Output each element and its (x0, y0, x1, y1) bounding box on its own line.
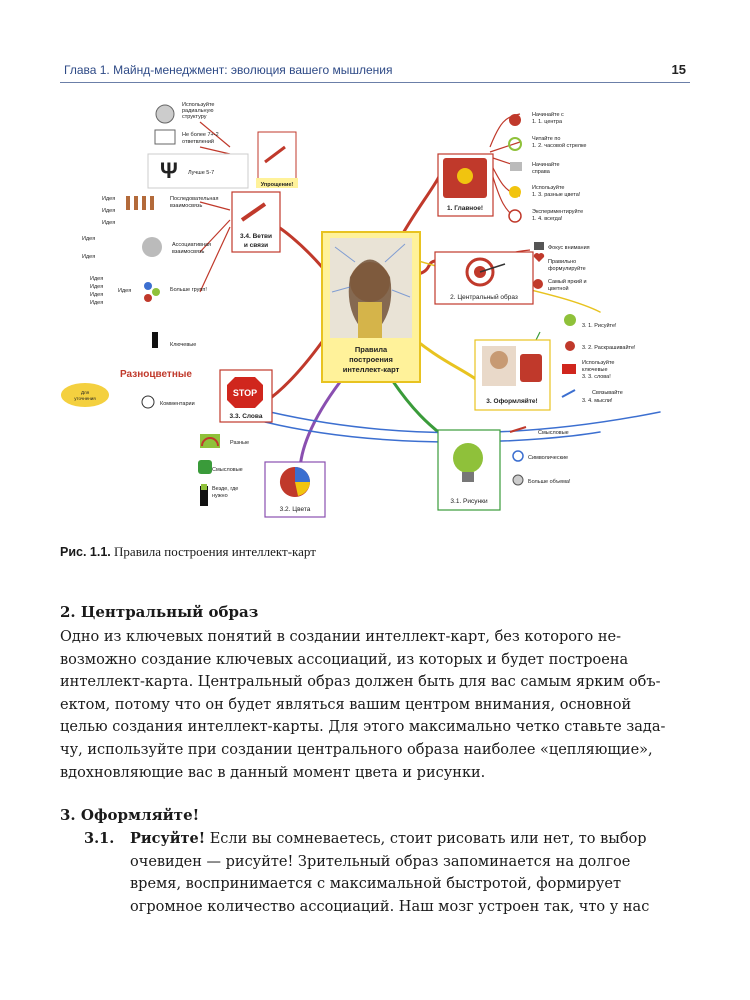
item-label: 3.1. (84, 830, 115, 847)
chapter-title: Глава 1. Майнд-менеджмент: эволюция вашего мышления (64, 63, 393, 77)
svg-text:взаимосвязь: взаимосвязь (170, 203, 203, 209)
svg-text:Смысловые: Смысловые (212, 467, 243, 473)
svg-text:STOP: STOP (232, 388, 258, 398)
section-2-paragraph (60, 626, 678, 784)
svg-text:3.3. Слова: 3.3. Слова (229, 413, 263, 420)
svg-text:3. 2. Раскрашивайте!: 3. 2. Раскрашивайте! (582, 345, 636, 351)
svg-text:радиальную: радиальную (182, 108, 214, 114)
svg-text:Идея: Идея (82, 236, 96, 242)
text-line: чу, используйте при создании центрального образа наиболее «цепляющие», (60, 741, 653, 758)
svg-text:Экспериментируйте: Экспериментируйте (532, 209, 584, 215)
text-line: огромное количество ассоциаций. Наш мозг устроен так, что у нас (130, 898, 650, 915)
mind-map-figure (60, 92, 690, 528)
svg-text:цветной: цветной (548, 286, 569, 292)
svg-text:2. Центральный образ: 2. Центральный образ (450, 294, 518, 301)
svg-text:Фокус внимания: Фокус внимания (548, 245, 590, 251)
svg-text:и связи: и связи (243, 242, 269, 249)
svg-text:Идея: Идея (82, 254, 96, 260)
svg-text:Идея: Идея (118, 288, 132, 294)
svg-text:Разноцветные: Разноцветные (120, 369, 192, 380)
svg-text:справа: справа (532, 169, 550, 175)
text-line: ектом, потому что он будет являться вашим центром внимания, основной (60, 696, 632, 713)
svg-text:нужно: нужно (212, 493, 228, 499)
caption-label: Рис. 1.1. (60, 545, 111, 559)
svg-text:ключевые: ключевые (582, 367, 608, 373)
svg-text:Больше групп!: Больше групп! (170, 287, 207, 293)
svg-text:Символические: Символические (528, 455, 569, 461)
svg-text:Самый яркий и: Самый яркий и (548, 279, 587, 285)
text-line: целью создания интеллект-карты. Для этого максимально четко ставьте зада- (60, 719, 666, 736)
svg-text:Ассоциативная: Ассоциативная (172, 242, 212, 248)
svg-text:уточнения: уточнения (74, 396, 96, 401)
svg-text:3. 4. мысли!: 3. 4. мысли! (582, 398, 613, 404)
svg-text:Правила: Правила (354, 345, 388, 354)
svg-text:ответвлений: ответвлений (182, 139, 214, 145)
svg-text:3.2. Цвета: 3.2. Цвета (279, 506, 311, 513)
svg-text:Идея: Идея (102, 196, 116, 202)
svg-text:Используйте: Используйте (182, 102, 215, 108)
svg-text:Больше объема!: Больше объема! (528, 479, 571, 485)
svg-text:Не более 7+-2: Не более 7+-2 (182, 132, 219, 138)
mind-map-svg (60, 92, 690, 528)
svg-text:Идея: Идея (90, 276, 104, 282)
svg-text:3. 3. слова!: 3. 3. слова! (582, 374, 611, 380)
svg-text:Используйте: Используйте (532, 185, 565, 191)
svg-text:Идея: Идея (102, 220, 116, 226)
text-line: очевиден — рисуйте! Зрительный образ запоминается на долгое (130, 853, 631, 870)
svg-text:Начинайте: Начинайте (532, 162, 560, 168)
svg-text:3. 1. Рисуйте!: 3. 1. Рисуйте! (582, 323, 617, 329)
svg-text:Везде, где: Везде, где (212, 486, 239, 492)
text-line: Одно из ключевых понятий в создании интеллект-карт, без которого не- (60, 629, 622, 645)
branch-line-6 (265, 342, 322, 402)
svg-text:Идея: Идея (90, 292, 104, 298)
text-line: интеллект-карта. Центральный образ должен быть для вас самым ярким объ- (60, 674, 661, 691)
svg-text:1. Главное!: 1. Главное! (446, 205, 484, 212)
svg-text:взаимосвязь: взаимосвязь (172, 249, 205, 255)
section-3-1-item (84, 828, 678, 918)
figure-caption (60, 544, 690, 560)
svg-text:Правильно: Правильно (548, 259, 577, 265)
svg-text:построения: построения (349, 355, 393, 364)
svg-text:Смысловые: Смысловые (538, 430, 569, 436)
svg-text:Для: Для (80, 390, 90, 395)
svg-text:Идея: Идея (90, 284, 104, 290)
page-header (60, 60, 690, 83)
svg-text:Ключевые: Ключевые (170, 342, 197, 348)
svg-text:Идея: Идея (102, 208, 116, 214)
svg-text:Комментарии: Комментарии (160, 401, 195, 407)
svg-text:1. 1. центра: 1. 1. центра (532, 119, 563, 125)
svg-text:Читайте по: Читайте по (532, 136, 561, 142)
svg-text:Используйте: Используйте (582, 360, 615, 366)
text-line: возможно создание ключевых ассоциаций, из которых и будет построена (60, 651, 629, 668)
svg-text:формулируйте: формулируйте (548, 266, 586, 272)
svg-text:интеллект-карт: интеллект-карт (342, 365, 400, 374)
text-line: Рисуйте! Если вы сомневаетесь, стоит рисовать или нет, то выбор (130, 830, 647, 847)
svg-text:1. 3. разные цвета!: 1. 3. разные цвета! (532, 192, 581, 198)
svg-text:Упрощение!: Упрощение! (260, 182, 294, 188)
svg-text:Разные: Разные (230, 440, 250, 446)
svg-text:1. 4. всегда!: 1. 4. всегда! (532, 216, 563, 222)
text-line: время, воспринимается с максимальной быстротой, формирует (130, 876, 622, 893)
svg-text:1. 2. часовой стрелке: 1. 2. часовой стрелке (532, 143, 587, 149)
svg-text:Лучше 5-7: Лучше 5-7 (188, 170, 215, 176)
item-bold: Рисуйте! (130, 830, 206, 847)
svg-text:структуру: структуру (182, 114, 207, 120)
branch-line-5 (300, 382, 340, 472)
text-line: вдохновляющие вас в данный момент цвета и рисунки. (60, 764, 486, 781)
svg-text:3. Оформляйте!: 3. Оформляйте! (486, 398, 538, 405)
svg-text:3.4. Ветви: 3.4. Ветви (239, 233, 273, 240)
svg-text:Связывайте: Связывайте (592, 390, 623, 396)
svg-text:Последовательная: Последовательная (170, 196, 219, 202)
svg-text:Начинайте с: Начинайте с (532, 112, 564, 118)
simplify-card (258, 132, 296, 180)
svg-text:3.1. Рисунки: 3.1. Рисунки (450, 498, 488, 505)
svg-text:Ψ: Ψ (160, 158, 178, 183)
section-2-title: 2. Центральный образ (60, 603, 259, 621)
page-number: 15 (671, 62, 686, 77)
svg-text:Идея: Идея (90, 300, 104, 306)
caption-text: Правила построения интеллект-карт (114, 544, 316, 559)
section-3-title: 3. Оформляйте! (60, 806, 200, 824)
